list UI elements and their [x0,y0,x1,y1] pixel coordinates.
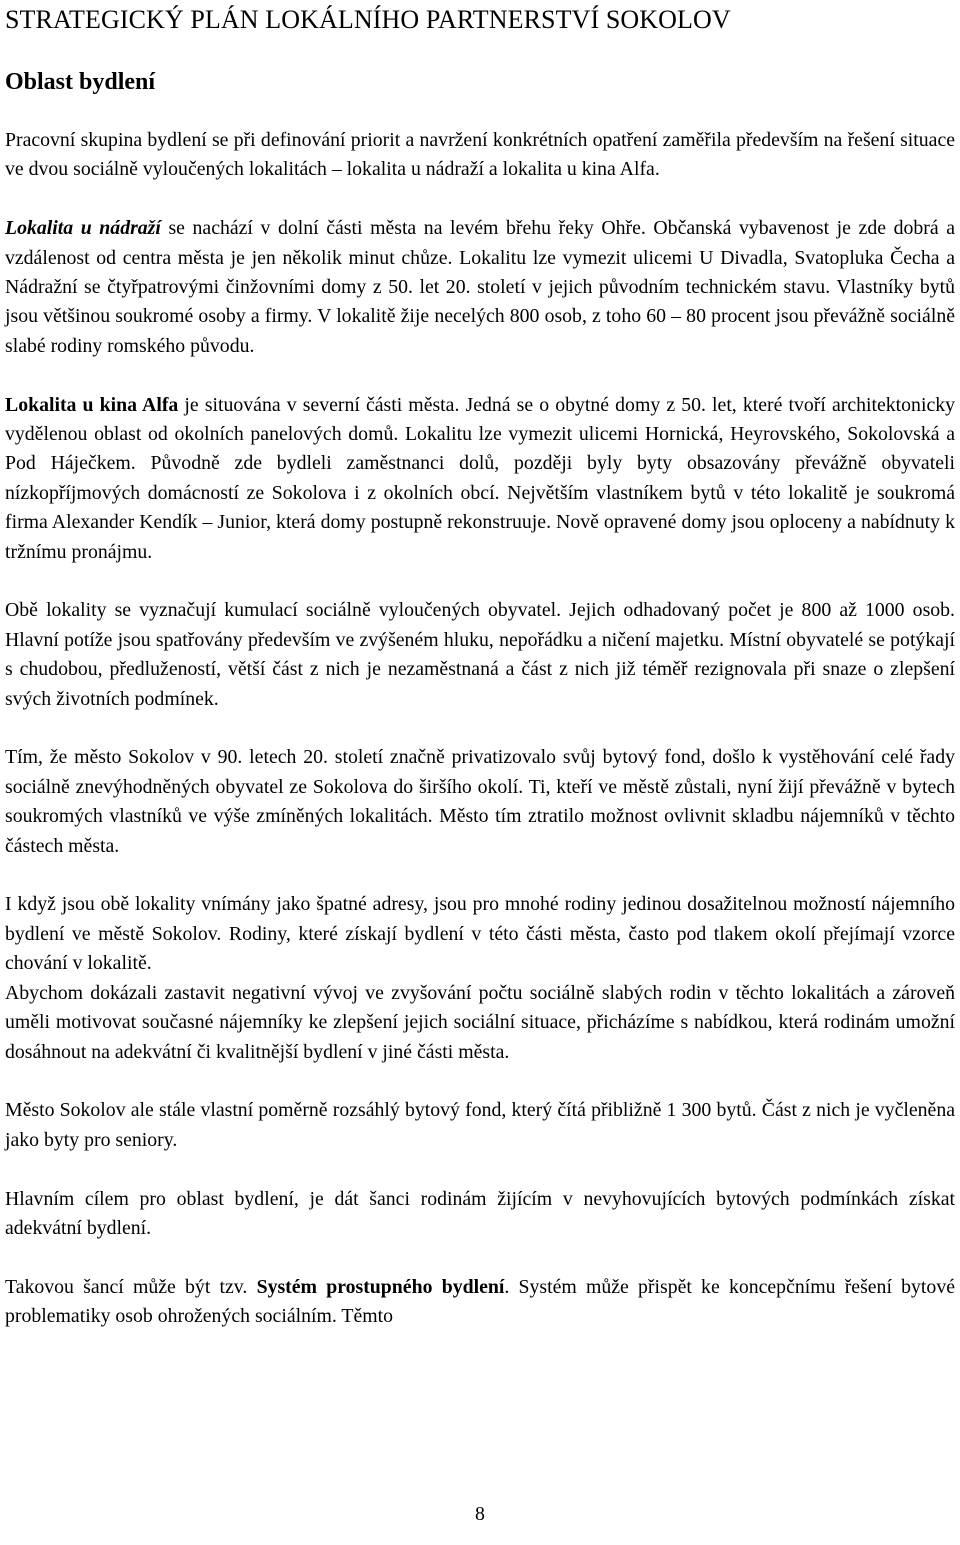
paragraph-text: . Systém může přispět ke koncepčnímu řešení bytové problematiky osob ohrožených sociálním. Těmto [5,1275,955,1328]
lokalita-nadrazi-term: Lokalita u nádraží [5,217,161,240]
paragraph-text: Tím, že město Sokolov v 90. letech 20. století značně privatizovalo svůj bytový fond, došlo k vystěhování celé řady sociálně znevýhodněných obyvatel ze Sokolova do širšího okolí. Ti, kteří ve městě zůstali, nyní žijí převážně v bytech soukromých vlastníků ve výše zmíněných lokalitách. Město tím ztratilo možnost ovlivnit skladbu nájemníků v těchto částech města. [5,746,955,857]
lokalita-alfa-term: Lokalita u kina Alfa [5,393,179,416]
paragraph-both-localities [5,596,955,714]
paragraph-lokalita-alfa [5,391,955,567]
paragraph-text: I když jsou obě lokality vnímány jako špatné adresy, jsou pro mnohé rodiny jedinou dosažitelnou možností nájemního bydlení ve městě Sokolov. Rodiny, které získají bydlení v této části města, často pod tlakem okolí přejímají vzorce chování v lokalitě. [5,893,955,975]
paragraph-text: se nachází v dolní části města na levém břehu řeky Ohře. Občanská vybavenost je zde dobrá a vzdálenost od centra města je jen několik minut chůze. Lokalitu lze vymezit ulicemi U Divadla, Svatopluka Čecha a Nádražní se čtyřpatrovými činžovními domy z 50. let 20. století v jejich původním technickém stavu. Vlastníky bytů jsou většinou soukromé osoby a firmy. V lokalitě žije necelých 800 osob, z toho 60 – 80 procent jsou převážně sociálně slabé rodiny romského původu. [5,217,955,357]
paragraph-housing-fund [5,1096,955,1155]
paragraph-offer [5,979,955,1067]
document-title: STRATEGICKÝ PLÁN LOKÁLNÍHO PARTNERSTVÍ SOKOLOV [5,5,731,34]
section-title: Oblast bydlení [5,69,156,95]
paragraph-text: Město Sokolov ale stále vlastní poměrně rozsáhlý bytový fond, který čítá přibližně 1 300 bytů. Část z nich je vyčleněna jako byty pro seniory. [5,1099,955,1151]
paragraph-main-goal [5,1185,955,1244]
paragraph-text: Pracovní skupina bydlení se při definování priorit a navržení konkrétních opatření zaměřila především na řešení situace ve dvou sociálně vyloučených lokalitách – lokalita u nádraží a lokalita u kina Alfa. [5,129,955,181]
paragraph-intro [5,126,955,185]
paragraph-privatization [5,743,955,861]
paragraph-text: je situována v severní části města. Jedná se o obytné domy z 50. let, které tvoří architektonicky vydělenou oblast od okolních panelových domů. Lokalitu lze vymezit ulicemi Hornická, Heyrovského, Sokolovská a Pod Háječkem. Původně zde bydleli zaměstnanci dolů, později byly byty obsazovány převážně obyvateli nízkopříjmových domácností ze Sokolova i z okolních obcí. Největším vlastníkem bytů v této lokalitě je soukromá firma Alexander Kendík – Junior, která domy postupně rekonstruuje. Nově opravené domy jsou oploceny a nabídnuty k tržnímu pronájmu. [5,393,955,563]
system-term: Systém prostupného bydlení [256,1275,505,1298]
paragraph-text: Obě lokality se vyznačují kumulací sociálně vyloučených obyvatel. Jejich odhadovaný počet je 800 až 1000 osob. Hlavní potíže jsou spatřovány především ve zvýšeném hluku, nepořádku a ničení majetku. Místní obyvatelé se potýkají s chudobou, předlužeností, větší část z nich je nezaměstnaná a část z nich již téměř rezignovala při snaze o zlepšení svých životních podmínek. [5,599,955,710]
document-body [5,126,955,1332]
paragraph-text: Hlavním cílem pro oblast bydlení, je dát šanci rodinám žijícím v nevyhovujících bytových podmínkách získat adekvátní bydlení. [5,1187,955,1239]
paragraph-lokalita-nadrazi [5,214,955,361]
paragraph-system [5,1273,955,1332]
document-page [5,4,955,1332]
page-number: 8 [475,1503,485,1525]
paragraph-text: Takovou šancí může být tzv. [5,1275,257,1298]
paragraph-text: Abychom dokázali zastavit negativní vývoj ve zvyšování počtu sociálně slabých rodin v těchto lokalitách a zároveň uměli motivovat současné nájemníky ke zlepšení jejich sociální situace, přicházíme s nabídkou, která rodinám umožní dosáhnout na adekvátní či kvalitnější bydlení v jiné části města. [5,981,955,1063]
paragraph-bad-addresses [5,890,955,978]
